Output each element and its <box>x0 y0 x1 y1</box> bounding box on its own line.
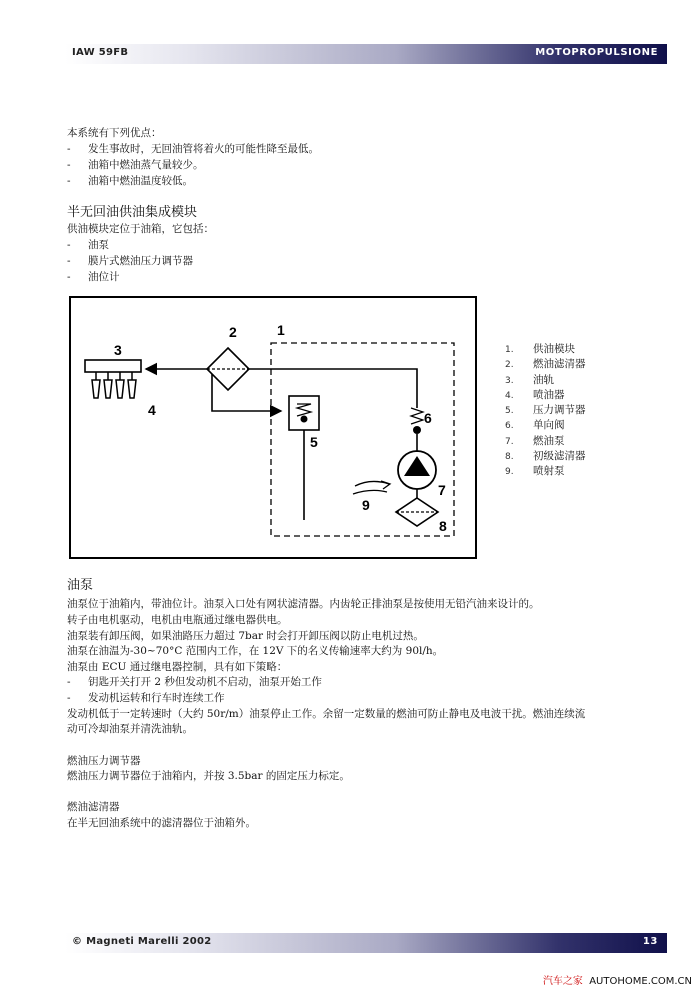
legend-item: 7. 燃油泵 <box>505 435 565 447</box>
legend-item: 5. 压力调节器 <box>505 404 586 416</box>
bullet-dash: - <box>67 692 71 704</box>
strategy-item: 发动机运转和行车时连续工作 <box>88 692 225 704</box>
regulator-text: 燃油压力调节器位于油箱内，并按 3.5bar 的固定压力标定。 <box>67 770 350 782</box>
label-7: 7 <box>438 482 446 498</box>
label-2: 2 <box>229 324 237 340</box>
fuel-system-diagram <box>69 296 477 559</box>
label-4: 4 <box>148 402 156 418</box>
advantage-item: 发生事故时，无回油管将着火的可能性降至最低。 <box>88 143 319 155</box>
bullet-dash: - <box>67 255 71 267</box>
pump-line: 动可冷却油泵并清洗油轨。 <box>67 723 193 735</box>
label-5: 5 <box>310 434 318 450</box>
watermark-brand: 汽车之家 <box>542 976 583 987</box>
legend-item: 9. 喷射泵 <box>505 465 565 477</box>
page-number: 13 <box>642 936 658 947</box>
header-doc-code: IAW 59FB <box>72 47 129 58</box>
diagram-drawing <box>71 298 475 557</box>
module-item: 膜片式燃油压力调节器 <box>88 255 193 267</box>
legend-item: 4. 喷油器 <box>505 389 565 401</box>
watermark-url: AUTOHOME.COM.CN <box>589 976 692 987</box>
check-valve-symbol <box>411 408 423 424</box>
pump-heading: 油泵 <box>67 578 94 593</box>
regulator-heading: 燃油压力调节器 <box>67 755 141 767</box>
module-intro: 供油模块定位于油箱，它包括： <box>67 223 214 235</box>
pressure-regulator-symbol <box>289 396 319 430</box>
pump-line: 油泵由 ECU 通过继电器控制，具有如下策略： <box>67 661 288 673</box>
label-1: 1 <box>277 322 285 338</box>
header-section: MOTOPROPULSIONE <box>535 47 658 58</box>
pump-line: 油泵位于油箱内，带油位计。油泵入口处有网状滤清器。内齿轮正排油泵是按使用无铅汽油来设计的。 <box>67 598 540 610</box>
label-9: 9 <box>362 497 370 513</box>
module-heading: 半无回油供油集成模块 <box>67 205 198 220</box>
bullet-dash: - <box>67 159 71 171</box>
bullet-dash: - <box>67 175 71 187</box>
pump-line: 油泵装有卸压阀，如果油路压力超过 7bar 时会打开卸压阀以防止电机过热。 <box>67 630 424 642</box>
legend-item: 2. 燃油滤清器 <box>505 358 586 370</box>
bullet-dash: - <box>67 676 71 688</box>
advantages-intro: 本系统有下列优点： <box>67 127 162 139</box>
module-item: 油位计 <box>88 271 120 283</box>
footer-copyright: © Magneti Marelli 2002 <box>72 936 212 947</box>
legend-item: 8. 初级滤清器 <box>505 450 586 462</box>
label-6: 6 <box>424 410 432 426</box>
label-3: 3 <box>114 342 122 358</box>
advantage-item: 油箱中燃油温度较低。 <box>88 175 193 187</box>
legend-item: 6. 单向阀 <box>505 419 565 431</box>
pump-line: 发动机低于一定转速时（大约 50r/m）油泵停止工作。余留一定数量的燃油可防止静电及电波干扰。燃油连续流 <box>67 708 586 720</box>
page-header <box>65 44 667 64</box>
legend-item: 3. 油轨 <box>505 374 554 386</box>
bullet-dash: - <box>67 143 71 155</box>
strategy-item: 钥匙开关打开 2 秒但发动机不启动，油泵开始工作 <box>88 676 322 688</box>
advantage-item: 油箱中燃油蒸气量较少。 <box>88 159 204 171</box>
filter-text: 在半无回油系统中的滤清器位于油箱外。 <box>67 817 256 829</box>
bullet-dash: - <box>67 271 71 283</box>
fuel-rail-symbol <box>85 360 141 372</box>
filter-heading: 燃油滤清器 <box>67 801 120 813</box>
pump-line: 油泵在油温为-30~70°C 范围内工作，在 12V 下的名义传输速率大约为 90l/h。 <box>67 645 444 657</box>
page-footer <box>65 933 667 953</box>
module-item: 油泵 <box>88 239 109 251</box>
watermark <box>543 972 692 987</box>
bullet-dash: - <box>67 239 71 251</box>
pump-line: 转子由电机驱动，电机由电瓶通过继电器供电。 <box>67 614 288 626</box>
legend-item: 1. 供油模块 <box>505 343 575 355</box>
injectors-symbol <box>92 372 136 398</box>
label-8: 8 <box>439 518 447 534</box>
